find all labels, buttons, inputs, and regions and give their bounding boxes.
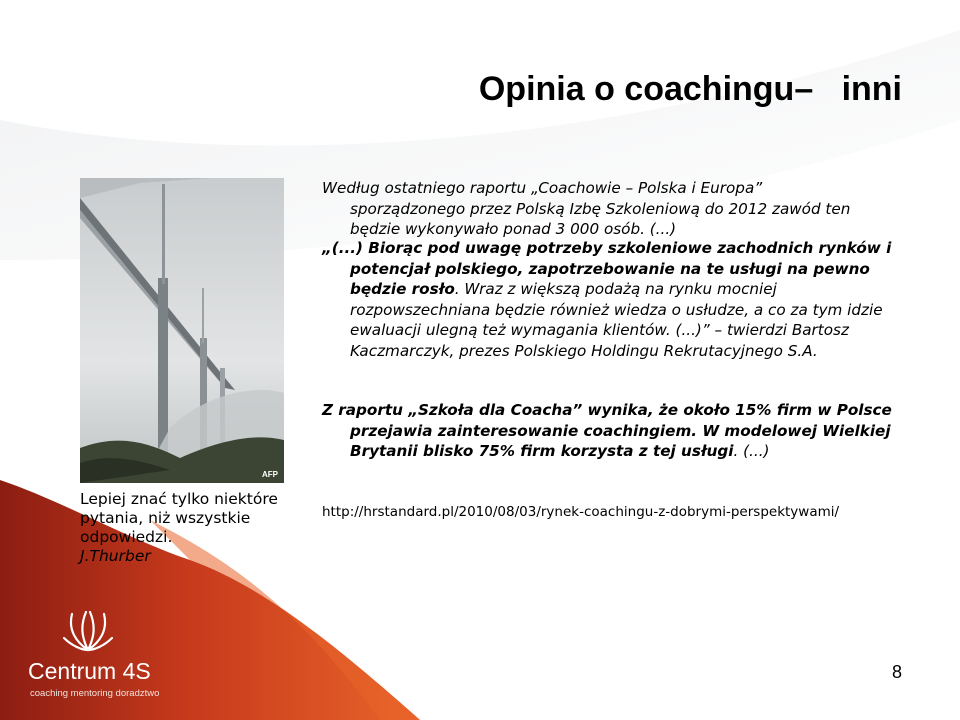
paragraph-quote-bold: „(...) Biorąc pod uwagę potrzeby szkoleniowe zachodnich rynków i potencjał polskiego, zapotrzebowanie na te usługi na pewno będzie rosło xyxy=(322,239,892,298)
quote-author: J.Thurber xyxy=(80,547,151,565)
paragraph-report xyxy=(322,178,902,240)
quote-text: Lepiej znać tylko niektóre pytania, niż wszystkie odpowiedzi. xyxy=(80,490,278,546)
paragraph-quote-kaczmarczyk xyxy=(322,238,902,361)
logo-name: Centrum 4S xyxy=(28,658,151,684)
slide-title: Opinia o coachingu– inni xyxy=(478,70,902,108)
paragraph-report-line1: Według ostatniego raportu „Coachowie – Polska i Europa” xyxy=(322,179,763,197)
logo-emblem-icon xyxy=(56,608,120,654)
paragraph-report-rest: sporządzonego przez Polską Izbę Szkoleniową do 2012 zawód ten będzie wykonywało ponad 3 000 osób. (...) xyxy=(350,199,851,238)
photo-credit: AFP xyxy=(262,470,278,479)
paragraph-quote-regular: . Wraz z większą podażą na rynku mocniej rozpowszechniana będzie również wiedza o usłudze, a co za tym idzie ewaluacji ulegną też wymagania klientów. (...)” – twierdzi Bartosz Kaczmarczyk, prezes Polskiego Holdingu Rekrutacyjnego S.A. xyxy=(350,280,883,360)
quote xyxy=(80,490,300,566)
paragraph-szkola-bold: Z raportu „Szkoła dla Coacha” wynika, że około 15% firm w Polsce przejawia zainteresowanie coachingiem. W modelowej Wielkiej Brytanii blisko 75% firm korzysta z tej usługi xyxy=(322,401,892,460)
bridge-photo xyxy=(80,178,284,483)
page-number: 8 xyxy=(891,662,902,682)
logo-tagline: coaching mentoring doradztwo xyxy=(30,688,160,699)
paragraph-szkola-coacha xyxy=(322,400,902,462)
paragraph-szkola-regular: . (...) xyxy=(733,442,770,460)
source-link[interactable]: http://hrstandard.pl/2010/08/03/rynek-coachingu-z-dobrymi-perspektywami/ xyxy=(322,504,840,520)
